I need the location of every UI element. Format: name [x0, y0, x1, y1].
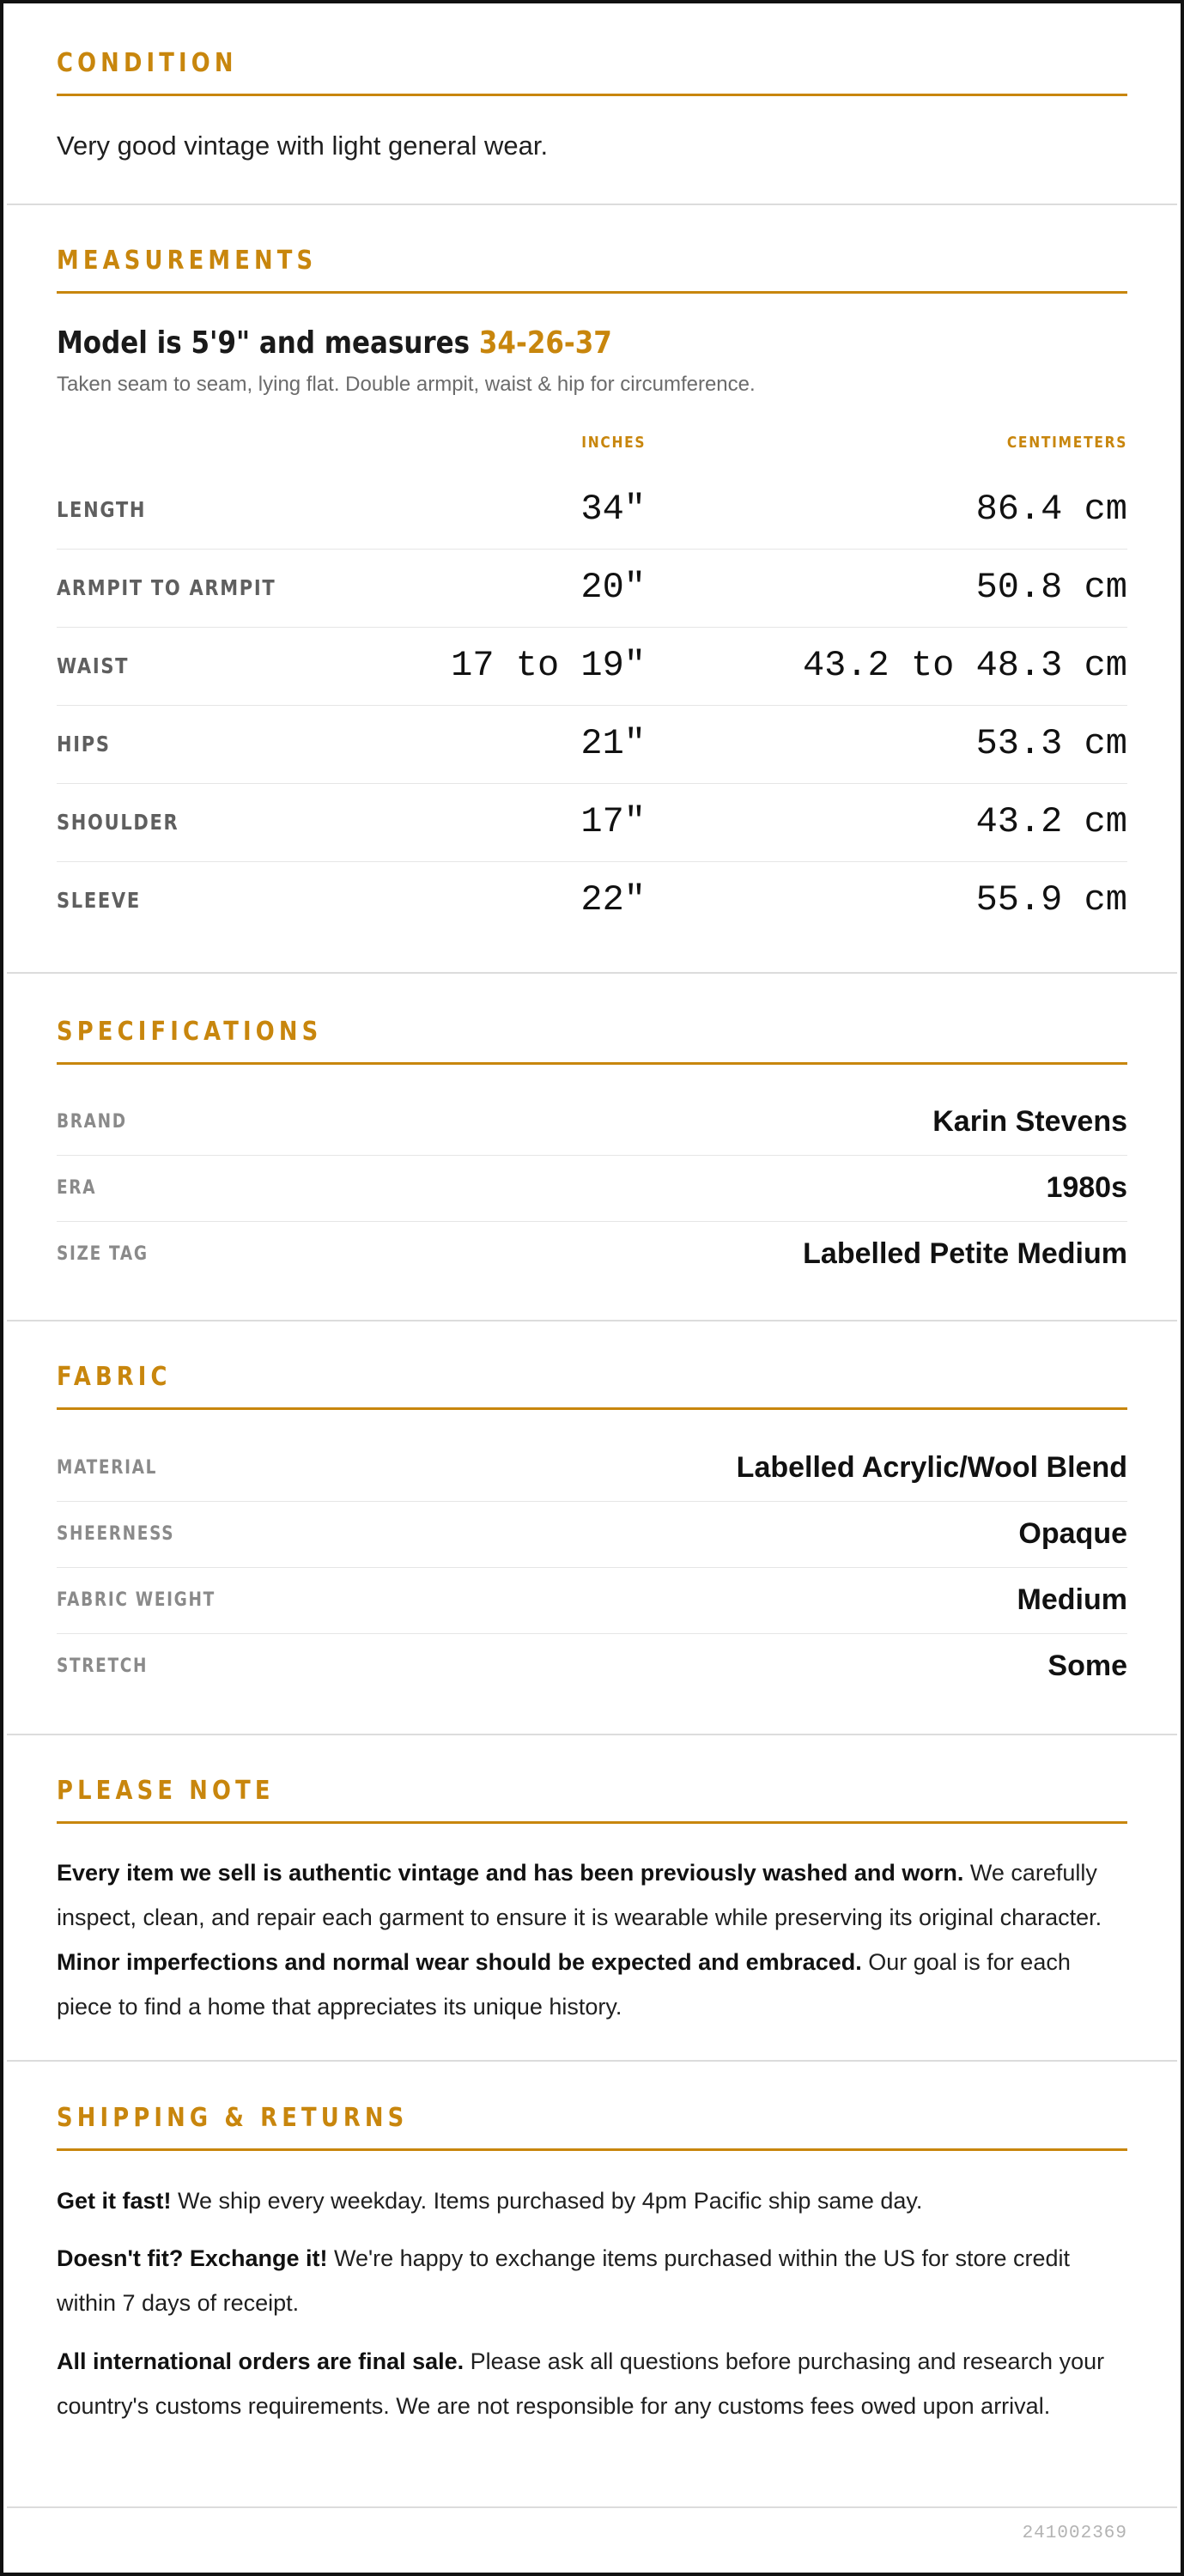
heading-rule	[57, 1407, 1127, 1410]
fabric-label: MATERIAL	[57, 1457, 158, 1479]
international-text: Please ask all questions before purchasing and research your country's customs requirements. We are not responsible for any customs fees owed upon arrival.	[57, 2348, 1105, 2419]
heading-rule	[57, 2148, 1127, 2151]
measurement-row	[57, 705, 1127, 784]
measurement-centimeters: 43.2 to 48.3 cm	[802, 645, 1127, 686]
spec-label: BRAND	[57, 1111, 127, 1133]
note-bold-1: Every item we sell is authentic vintage and has been previously washed and worn.	[57, 1860, 964, 1886]
measurement-centimeters: 55.9 cm	[975, 879, 1127, 920]
measurement-row	[57, 549, 1127, 628]
please-note-heading: PLEASE NOTE	[57, 1776, 275, 1806]
shipping-heading: SHIPPING & RETURNS	[57, 2103, 409, 2133]
specifications-heading: SPECIFICATIONS	[57, 1017, 323, 1047]
measurement-centimeters: 86.4 cm	[975, 489, 1127, 530]
fabric-row	[57, 1567, 1127, 1634]
spec-value: Karin Stevens	[932, 1105, 1127, 1138]
condition-text: Very good vintage with light general wear.	[57, 131, 549, 161]
fabric-value: Medium	[1017, 1583, 1127, 1616]
spec-value: 1980s	[1046, 1171, 1127, 1204]
international-bold: All international orders are final sale.	[57, 2348, 464, 2374]
measurement-inches: 34"	[580, 489, 646, 530]
model-prefix: Model is 5'9" and measures	[57, 325, 479, 361]
model-measures: 34-26-37	[478, 325, 612, 361]
specifications-section	[7, 974, 1177, 1321]
measurement-centimeters: 50.8 cm	[975, 567, 1127, 608]
shipping-text: We ship every weekday. Items purchased by 4pm Pacific ship same day.	[171, 2188, 923, 2214]
fabric-row	[57, 1435, 1127, 1502]
measurements-section	[7, 205, 1177, 974]
fabric-label: STRETCH	[57, 1656, 149, 1677]
shipping-bold: Get it fast!	[57, 2188, 172, 2214]
measurement-row	[57, 627, 1127, 706]
spec-label: ERA	[57, 1177, 97, 1199]
measurement-inches: 21"	[580, 723, 646, 764]
spec-row	[57, 1089, 1127, 1156]
measurement-inches: 17"	[580, 801, 646, 842]
fabric-value: Some	[1047, 1649, 1127, 1682]
fabric-value: Opaque	[1018, 1517, 1127, 1550]
measurement-inches: 22"	[580, 879, 646, 920]
measurement-label: LENGTH	[57, 497, 147, 522]
measurement-inches: 20"	[580, 567, 646, 608]
fabric-value: Labelled Acrylic/Wool Blend	[736, 1451, 1127, 1484]
shipping-paragraph	[57, 2178, 1127, 2223]
exchange-paragraph	[57, 2236, 1127, 2325]
measurement-row	[57, 471, 1127, 550]
fabric-row	[57, 1501, 1127, 1568]
measurement-label: SHOULDER	[57, 810, 179, 835]
exchange-text: We're happy to exchange items purchased within the US for store credit within 7 days of receipt.	[57, 2245, 1071, 2316]
condition-heading: CONDITION	[57, 48, 238, 78]
measurement-label: HIPS	[57, 732, 111, 756]
column-inches: INCHES	[580, 434, 646, 452]
measurement-note: Taken seam to seam, lying flat. Double armpit, waist & hip for circumference.	[57, 373, 756, 396]
spec-value: Labelled Petite Medium	[803, 1237, 1127, 1270]
note-text-2: Our goal is for each piece to find a home that appreciates its unique history.	[57, 1949, 1071, 2020]
measurement-row	[57, 783, 1127, 862]
please-note-text	[57, 1850, 1127, 2029]
condition-section	[7, 3, 1177, 205]
fabric-heading: FABRIC	[57, 1362, 172, 1392]
spec-row	[57, 1221, 1127, 1287]
measurement-centimeters: 53.3 cm	[975, 723, 1127, 764]
international-paragraph	[57, 2339, 1127, 2428]
fabric-label: FABRIC WEIGHT	[57, 1589, 216, 1611]
sku-number: 241002369	[1022, 2524, 1127, 2543]
measurement-label: SLEEVE	[57, 888, 141, 913]
measurement-row	[57, 861, 1127, 939]
fabric-label: SHEERNESS	[57, 1523, 175, 1545]
spec-label: SIZE TAG	[57, 1243, 149, 1265]
measurement-label: WAIST	[57, 653, 130, 678]
column-centimeters: CENTIMETERS	[1006, 434, 1127, 452]
model-measurements	[57, 325, 612, 361]
measurement-centimeters: 43.2 cm	[975, 801, 1127, 842]
exchange-bold: Doesn't fit? Exchange it!	[57, 2245, 328, 2271]
measurement-label: ARMPIT TO ARMPIT	[57, 575, 276, 600]
measurements-heading: MEASUREMENTS	[57, 246, 318, 276]
note-bold-2: Minor imperfections and normal wear should be expected and embraced.	[57, 1949, 862, 1975]
note-text-1: We carefully inspect, clean, and repair each garment to ensure it is wearable while preserving its original character.	[57, 1860, 1102, 1930]
shipping-section	[7, 2062, 1177, 2508]
heading-rule	[57, 1821, 1127, 1824]
fabric-section	[7, 1321, 1177, 1735]
fabric-row	[57, 1633, 1127, 1699]
please-note-section	[7, 1735, 1177, 2062]
heading-rule	[57, 94, 1127, 96]
spec-row	[57, 1155, 1127, 1222]
measurement-inches: 17 to 19"	[451, 645, 646, 686]
heading-rule	[57, 1062, 1127, 1065]
heading-rule	[57, 291, 1127, 294]
